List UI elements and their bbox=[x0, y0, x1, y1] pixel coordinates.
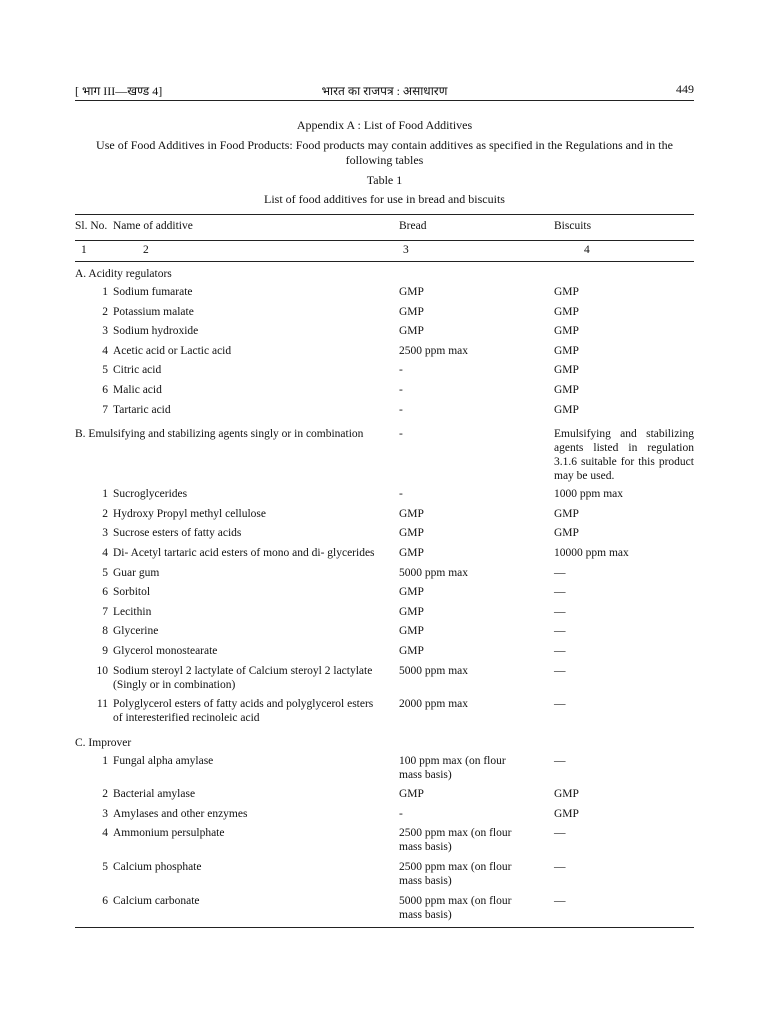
intro-paragraph: Use of Food Additives in Food Products: Food products may contain additives as specified in the Regulations and in the following tables bbox=[96, 138, 673, 167]
table-row bbox=[75, 605, 694, 625]
row-bread-value: 2500 ppm max bbox=[399, 344, 468, 357]
row-biscuits-value: — bbox=[554, 586, 566, 599]
col-number-4: 4 bbox=[584, 244, 590, 256]
row-bread-value: 2500 ppm max (on flour mass basis) bbox=[399, 861, 512, 888]
section-heading-row bbox=[75, 731, 694, 754]
col-header-bread: Bread bbox=[399, 220, 427, 232]
row-additive-name: Malic acid bbox=[113, 383, 162, 396]
row-sl-no: 2 bbox=[102, 305, 108, 318]
row-additive-name: Ammonium persulphate bbox=[113, 827, 225, 840]
row-sl-no: 8 bbox=[102, 625, 108, 638]
row-additive-name: Calcium phosphate bbox=[113, 861, 202, 874]
table-row bbox=[75, 664, 694, 698]
table-row bbox=[75, 894, 694, 928]
row-bread-value: 2000 ppm max bbox=[399, 698, 468, 711]
table-caption: List of food additives for use in bread and biscuits bbox=[264, 192, 505, 206]
row-biscuits-value: GMP bbox=[554, 507, 579, 520]
row-sl-no: 6 bbox=[102, 383, 108, 396]
table-row bbox=[75, 860, 694, 894]
table-row bbox=[75, 787, 694, 807]
row-sl-no: 7 bbox=[102, 605, 108, 618]
section-heading: B. Emulsifying and stabilizing agents singly or in combination bbox=[75, 428, 364, 441]
col-number-2: 2 bbox=[143, 244, 149, 256]
header-rule bbox=[75, 100, 694, 101]
row-additive-name: Polyglycerol esters of fatty acids and polyglycerol esters of interesterified recinoleic acid bbox=[113, 698, 374, 725]
row-sl-no: 4 bbox=[102, 546, 108, 559]
row-sl-no: 5 bbox=[102, 364, 108, 377]
row-sl-no: 4 bbox=[102, 827, 108, 840]
row-bread-value: - bbox=[399, 383, 403, 396]
row-biscuits-value: — bbox=[554, 625, 566, 638]
table-row bbox=[75, 566, 694, 586]
column-header-row bbox=[75, 215, 694, 241]
row-bread-value: 5000 ppm max bbox=[399, 664, 468, 677]
row-additive-name: Potassium malate bbox=[113, 305, 194, 318]
table-row bbox=[75, 644, 694, 664]
row-sl-no: 10 bbox=[96, 664, 108, 677]
row-bread-value: GMP bbox=[399, 605, 424, 618]
row-additive-name: Glycerol monostearate bbox=[113, 644, 218, 657]
table-row bbox=[75, 487, 694, 507]
table-row bbox=[75, 344, 694, 364]
row-biscuits-value: — bbox=[554, 605, 566, 618]
row-biscuits-value: — bbox=[554, 861, 566, 874]
row-biscuits-value: — bbox=[554, 644, 566, 657]
section-heading: A. Acidity regulators bbox=[75, 268, 172, 280]
row-biscuits-value: GMP bbox=[554, 325, 579, 338]
row-bread-value: GMP bbox=[399, 305, 424, 318]
row-bread-value: - bbox=[399, 403, 403, 416]
row-sl-no: 1 bbox=[102, 488, 108, 501]
table-row bbox=[75, 285, 694, 305]
row-bread-value: GMP bbox=[399, 325, 424, 338]
row-additive-name: Acetic acid or Lactic acid bbox=[113, 344, 232, 357]
row-bread-value: - bbox=[399, 488, 403, 501]
row-sl-no: 6 bbox=[102, 586, 108, 599]
row-sl-no: 2 bbox=[102, 507, 108, 520]
row-biscuits-value: — bbox=[554, 566, 566, 579]
row-biscuits-value: 10000 ppm max bbox=[554, 546, 629, 559]
row-additive-name: Di- Acetyl tartaric acid esters of mono and di- glycerides bbox=[113, 546, 375, 559]
row-biscuits-value: — bbox=[554, 754, 566, 767]
row-bread-value: GMP bbox=[399, 546, 424, 559]
section-biscuits-value bbox=[554, 731, 694, 754]
row-bread-value: GMP bbox=[399, 625, 424, 638]
row-additive-name: Fungal alpha amylase bbox=[113, 754, 214, 767]
row-bread-value: GMP bbox=[399, 586, 424, 599]
gazette-title: भारत का राजपत्र : असाधारण bbox=[321, 84, 448, 98]
section-biscuits-value bbox=[554, 262, 694, 286]
row-biscuits-value: GMP bbox=[554, 403, 579, 416]
row-additive-name: Glycerine bbox=[113, 625, 159, 638]
row-additive-name: Bacterial amylase bbox=[113, 788, 196, 801]
table-row bbox=[75, 526, 694, 546]
row-additive-name: Lecithin bbox=[113, 605, 152, 618]
row-sl-no: 6 bbox=[102, 894, 108, 907]
row-bread-value: 2500 ppm max (on flour mass basis) bbox=[399, 827, 512, 854]
row-additive-name: Guar gum bbox=[113, 566, 160, 579]
row-sl-no: 4 bbox=[102, 344, 108, 357]
row-sl-no: 11 bbox=[96, 698, 108, 711]
part-section-label: [ भाग III—खण्ड 4] bbox=[75, 84, 163, 98]
row-sl-no: 9 bbox=[102, 644, 108, 657]
table-row bbox=[75, 754, 694, 788]
col-header-biscuits: Biscuits bbox=[554, 220, 592, 232]
section-bread-value bbox=[399, 731, 554, 754]
row-bread-value: GMP bbox=[399, 644, 424, 657]
row-bread-value: 100 ppm max (on flour mass basis) bbox=[399, 754, 506, 781]
table-row bbox=[75, 324, 694, 344]
column-number-row bbox=[75, 241, 694, 262]
table-row bbox=[75, 383, 694, 403]
row-additive-name: Sorbitol bbox=[113, 586, 151, 599]
row-sl-no: 5 bbox=[102, 566, 108, 579]
section-bread-value bbox=[399, 262, 554, 286]
row-biscuits-value: GMP bbox=[554, 807, 579, 820]
row-biscuits-value: GMP bbox=[554, 788, 579, 801]
row-biscuits-value: 1000 ppm max bbox=[554, 488, 623, 501]
row-sl-no: 3 bbox=[102, 527, 108, 540]
row-biscuits-value: GMP bbox=[554, 286, 579, 298]
table-row bbox=[75, 546, 694, 566]
row-bread-value: - bbox=[399, 807, 403, 820]
row-biscuits-value: GMP bbox=[554, 364, 579, 377]
running-header bbox=[75, 78, 694, 100]
row-biscuits-value: — bbox=[554, 894, 566, 907]
row-sl-no: 3 bbox=[102, 325, 108, 338]
row-additive-name: Citric acid bbox=[113, 364, 162, 377]
row-biscuits-value: — bbox=[554, 827, 566, 840]
row-sl-no: 1 bbox=[102, 286, 108, 298]
gazette-page bbox=[75, 78, 694, 928]
table-row bbox=[75, 403, 694, 423]
row-sl-no: 7 bbox=[102, 403, 108, 416]
table-row bbox=[75, 624, 694, 644]
row-additive-name: Sodium hydroxide bbox=[113, 325, 199, 338]
row-sl-no: 5 bbox=[102, 861, 108, 874]
table-row bbox=[75, 807, 694, 827]
section-bread-value: - bbox=[399, 428, 403, 441]
row-additive-name: Sucroglycerides bbox=[113, 488, 188, 501]
section-heading-row bbox=[75, 262, 694, 286]
row-additive-name: Sodium steroyl 2 lactylate of Calcium steroyl 2 lactylate (Singly or in combination) bbox=[113, 664, 373, 691]
table-row bbox=[75, 585, 694, 605]
row-biscuits-value: — bbox=[554, 698, 566, 711]
col-header-sl-no: Sl. No. bbox=[75, 220, 108, 232]
row-additive-name: Sodium fumarate bbox=[113, 286, 193, 298]
row-biscuits-value: GMP bbox=[554, 305, 579, 318]
table-row bbox=[75, 826, 694, 860]
table-row bbox=[75, 305, 694, 325]
row-bread-value: 5000 ppm max bbox=[399, 566, 468, 579]
section-heading: C. Improver bbox=[75, 736, 132, 749]
row-additive-name: Sucrose esters of fatty acids bbox=[113, 527, 242, 540]
table-number: Table 1 bbox=[366, 173, 403, 187]
row-biscuits-value: — bbox=[554, 664, 566, 677]
col-header-name: Name of additive bbox=[113, 220, 193, 232]
row-sl-no: 3 bbox=[102, 807, 108, 820]
row-bread-value: - bbox=[399, 364, 403, 377]
row-bread-value: GMP bbox=[399, 788, 424, 801]
table-row bbox=[75, 697, 694, 731]
col-number-1: 1 bbox=[81, 244, 87, 256]
section-heading-row bbox=[75, 422, 694, 487]
additives-table bbox=[75, 214, 694, 928]
section-biscuits-value: Emulsifying and stabilizing agents listed in regulation 3.1.6 suitable for this product may be used. bbox=[554, 428, 694, 483]
row-sl-no: 1 bbox=[102, 754, 108, 767]
row-bread-value: GMP bbox=[399, 286, 424, 298]
page-number: 449 bbox=[676, 82, 694, 96]
row-biscuits-value: GMP bbox=[554, 383, 579, 396]
row-biscuits-value: GMP bbox=[554, 527, 579, 540]
table-row bbox=[75, 363, 694, 383]
row-additive-name: Hydroxy Propyl methyl cellulose bbox=[113, 507, 266, 520]
row-bread-value: 5000 ppm max (on flour mass basis) bbox=[399, 894, 512, 921]
col-number-3: 3 bbox=[403, 244, 409, 256]
appendix-title: Appendix A : List of Food Additives bbox=[296, 118, 473, 132]
table-row bbox=[75, 507, 694, 527]
row-bread-value: GMP bbox=[399, 507, 424, 520]
row-biscuits-value: GMP bbox=[554, 344, 579, 357]
row-additive-name: Amylases and other enzymes bbox=[113, 807, 248, 820]
row-sl-no: 2 bbox=[102, 788, 108, 801]
row-additive-name: Calcium carbonate bbox=[113, 894, 200, 907]
row-bread-value: GMP bbox=[399, 527, 424, 540]
row-additive-name: Tartaric acid bbox=[113, 403, 171, 416]
